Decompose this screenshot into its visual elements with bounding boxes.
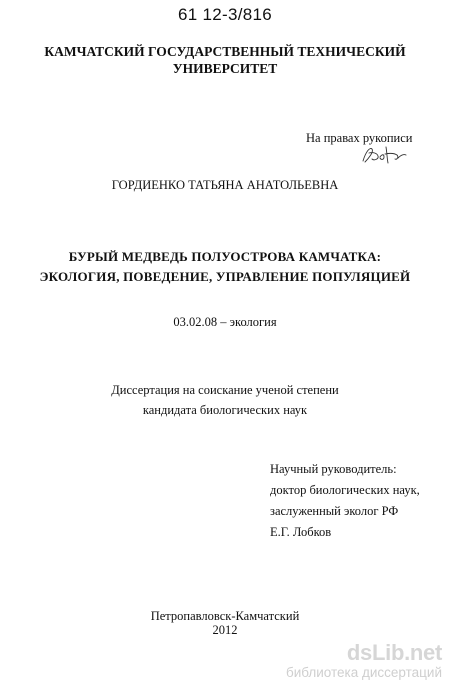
supervisor-degree: доктор биологических наук,: [270, 483, 420, 497]
supervisor-label: Научный руководитель:: [270, 462, 397, 476]
title-line-1: БУРЫЙ МЕДВЕДЬ ПОЛУОСТРОВА КАМЧАТКА:: [68, 249, 382, 264]
dissertation-line-2: кандидата биологических наук: [142, 403, 308, 417]
manuscript-rights-note: На правах рукописи: [306, 131, 413, 145]
year: 2012: [212, 623, 238, 637]
watermark-subtitle: библиотека диссертаций: [285, 665, 442, 680]
title-line-2: ЭКОЛОГИЯ, ПОВЕДЕНИЕ, УПРАВЛЕНИЕ ПОПУЛЯЦИЕЙ: [39, 269, 411, 284]
catalog-number: 61 12-3/816: [177, 5, 273, 24]
supervisor-title: заслуженный эколог РФ: [270, 504, 399, 518]
specialty-code: 03.02.08 – экология: [173, 315, 277, 329]
watermark-logo: dsLib.net: [346, 640, 442, 665]
author-name: ГОРДИЕНКО ТАТЬЯНА АНАТОЛЬЕВНА: [111, 178, 339, 192]
watermark: [286, 641, 442, 680]
supervisor-name: Е.Г. Лобков: [270, 525, 332, 539]
institution-line-2: УНИВЕРСИТЕТ: [172, 61, 278, 76]
dissertation-line-1: Диссертация на соискание ученой степени: [111, 383, 339, 397]
institution-line-1: КАМЧАТСКИЙ ГОСУДАРСТВЕННЫЙ ТЕХНИЧЕСКИЙ: [44, 44, 406, 59]
city: Петропавловск-Камчатский: [150, 609, 300, 623]
handwritten-signature: [360, 143, 408, 165]
